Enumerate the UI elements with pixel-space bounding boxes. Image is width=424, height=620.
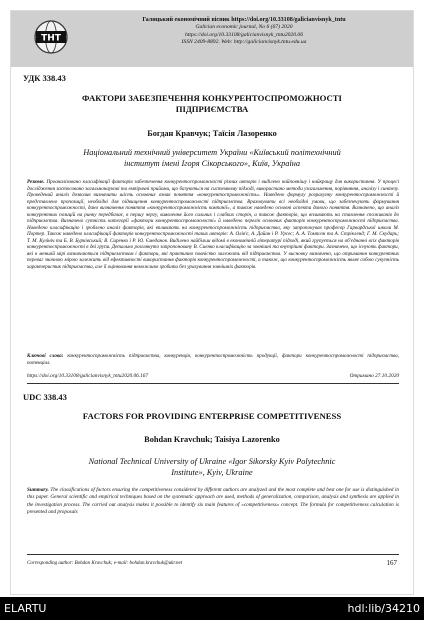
affiliation-ukrainian: Національний технічний університет України «Київський політехнічний інститут імені Ігоря Сікорського», Київ, Україна (83, 148, 341, 168)
keywords-ukrainian: Ключові слова: конкурентоспроможність підприємства, конкуренція, конкурентоспроможність продукції, фактори конкурентоспроможності підприємства, потенціал. (27, 353, 399, 366)
udc-english: UDC 338.43 (23, 392, 67, 402)
header-line: https://doi.org/10.33108/galicianvisnyk_tntu2020.06 (184, 31, 304, 38)
handle-id[interactable]: hdl:lib/34210 (347, 602, 420, 615)
section-divider (27, 383, 399, 384)
authors-ukrainian: Богдан Кравчук; Таїсія Лазоренко (147, 129, 277, 138)
doi-row (27, 373, 399, 379)
udc-ukrainian: УДК 338.43 (23, 73, 66, 83)
authors-english: Bohdan Kravchuk; Taisiya Lazorenko (144, 435, 280, 444)
abstract-ukrainian: Резюме. Проаналізовано класифікації факторів забезпечення конкурентоспроможності різних авторів і виділено найповнішу і найкращу для використання. У процесі дослідження застосовано загальнонаукові та емпіричні прийоми, що базуються на системному підході, використано методи узагальнення, порівняння, аналізу і синтезу. Проведений аналіз дозволив визначити шість основних ознак поняття «конкурентоспроможність». Наведено формулу розрахунку конкурентоспроможності й представлено пропозиції, необхідні для підвищення конкурентоспроможності підприємства. Враховувати всі необхідні умови, що забезпечують формування конкурентоспроможності, дано визначення поняття «конкурентоспроможність компанії», а також наведено основні аспекти даного поняття. Визначено, що аналіз конкурентних позицій на ринку передбачає, в першу чергу, виявлення його сильних і слабких сторін, а також факторів, що впливають на ставлення споживачів до підприємства. Визначено сутність категорії «фактори конкурентоспроможності» й наведено перелік основних факторів конкурентоспроможності підприємства. Наведено класифікацію і зроблено аналіз факторів, які впливають на конкурентоспроможність підприємства, яку запропонував професор Гарвардської школи М. Портер. Також наведено класифікації факторів конкурентоспроможності таких авторів: А. Олів'є, А. Дайан і Р. Урсес; А. А. Томпсон та А. Стрікленд; Г. М. Скударь; Т. М. Кулініч та Б. В. Бурківський; В. Сиренко і Р. Ю. Ємеданов. Виділено найбільш відомі в економічній літературі підході, який групується на об'єднанні всіх факторів конкурентоспроможності в дві групи. Детально розглянуто запропоновану В. Сиенко класифікацію за зовнішні та внутрішні фактори. Зазначено, що існують фактори, які в меншій мірі визначаються підприємством і фактори, які практично повністю залежать від підприємства. У висновку визначено, що отримання конкурентних переваг значною мірою залежить від ефективності використання факторів конкурентоспроможності, а також, що конкурентоспроможність являє собою сукупність характеристик підприємства, але її оцінювання неможливо зробити без урахування зовнішніх факторів. (27, 179, 399, 270)
received-date: Отримано 27.10.2020 (349, 373, 399, 379)
tntu-logo-icon (33, 19, 69, 55)
header-line: Галицький економічний вісник https://doi.org/10.33108/galicianvisnyk_tntu (142, 17, 346, 23)
title-english: FACTORS FOR PROVIDING ENTERPRISE COMPETITIVENESS (82, 411, 342, 421)
svg-text:ТНТ: ТНТ (41, 33, 61, 44)
doi-link[interactable]: https://doi.org/10.33108/galicianvisnyk_tntu2020.06.167 (27, 373, 149, 379)
header-line: ISSN 2409-8892. Web: http://galicianvisnyk.tntu.edu.ua (181, 39, 307, 46)
paper-page (10, 10, 414, 595)
affiliation-english: National Technical University of Ukraine «Igor Sikorsky Kyiv Polytechnic Institute», Kyiv, Ukraine (88, 457, 336, 477)
repository-name[interactable]: ELARTU (4, 602, 47, 615)
footer-divider (27, 554, 399, 555)
title-ukrainian: ФАКТОРИ ЗАБЕЗПЕЧЕННЯ КОНКУРЕНТОСПРОМОЖНОСТІ ПІДПРИЄМСТВА (82, 93, 342, 114)
abstract-english: Summary. The classifications of factors ensuring the competitiveness considered by different authors are analyzed and the most complete and best one for use is distinguished in this paper. General scientific and empirical techniques based on the systematic approach are used, methods of generalization, comparison, analysis and synthesis are applied in the investigation process. The carried out analysis makes it possible to identify six main features of «competitiveness» concept. The formula for competitiveness calculation is presented and proposals (27, 487, 399, 516)
header-line: Galician economic journal, No 6 (67) 2020 (195, 24, 293, 31)
corresponding-author: Corresponding author: Bohdan Kravchuk; e-mail: bohdan.kravchuk@ukr.net (27, 561, 183, 566)
page-number: 167 (386, 559, 397, 567)
journal-header (11, 11, 413, 67)
repository-bar (0, 597, 424, 620)
